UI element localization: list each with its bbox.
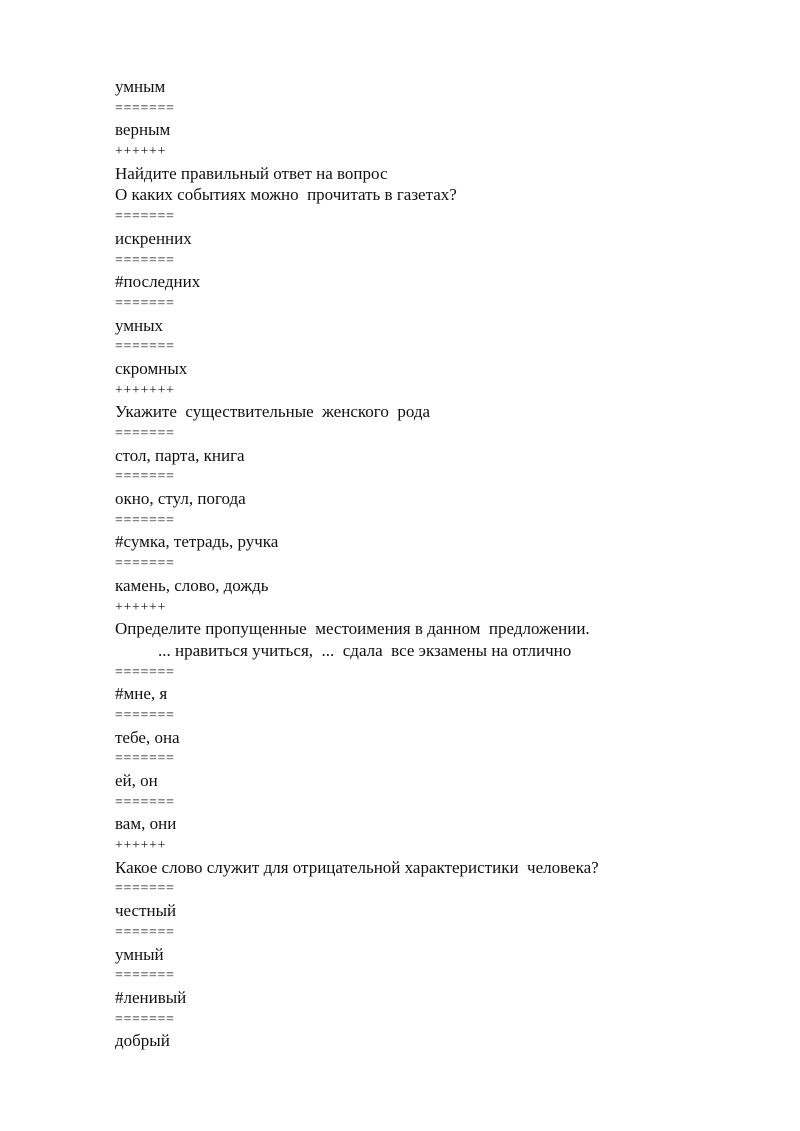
question-separator: +++++++: [115, 382, 175, 398]
answer-separator: =======: [115, 426, 175, 441]
answer-separator: =======: [115, 968, 175, 984]
correct-answer-line: #ленивый: [115, 987, 187, 1007]
text-line: камень, слово, дождь: [115, 575, 269, 595]
text-line: ей, он: [115, 771, 158, 790]
answer-separator: =======: [115, 924, 175, 940]
question-separator: ++++++: [115, 599, 166, 615]
text-line: Какое слово служит для отрицательной характеристики человека?: [115, 857, 599, 877]
text-line: Найдите правильный ответ на вопрос: [115, 163, 388, 183]
correct-answer-line: #последних: [115, 272, 201, 292]
text-line: О каких событиях можно прочитать в газетах?: [115, 185, 457, 205]
answer-separator: =======: [115, 295, 175, 311]
text-line: верным: [115, 120, 171, 140]
text-line: умных: [115, 315, 164, 335]
answer-separator: =======: [115, 707, 175, 723]
answer-separator: =======: [115, 209, 175, 225]
text-line: скромных: [115, 358, 188, 378]
correct-answer-line: #мне, я: [115, 684, 168, 704]
text-line: Укажите существительные женского рода: [115, 402, 431, 422]
text-line: искренних: [115, 228, 192, 248]
answer-separator: =======: [115, 339, 175, 355]
text-line: стол, парта, книга: [115, 445, 245, 465]
question-separator: ++++++: [115, 838, 166, 854]
answer-separator: =======: [115, 1011, 175, 1027]
answer-separator: =======: [115, 664, 175, 680]
text-line: умным: [115, 77, 166, 96]
sentence-line: ... нравиться учиться, ... сдала все экзамены на отлично: [158, 640, 572, 660]
answer-separator: =======: [115, 469, 175, 485]
answer-separator: =======: [115, 252, 175, 268]
answer-separator: =======: [115, 100, 175, 116]
answer-separator: =======: [115, 881, 175, 897]
text-line: честный: [115, 901, 177, 921]
text-line: умный: [115, 944, 164, 964]
text-line: добрый: [115, 1031, 170, 1051]
document-page: [115, 76, 775, 1052]
answer-separator: =======: [115, 556, 175, 572]
correct-answer-line: #сумка, тетрадь, ручка: [115, 532, 279, 552]
text-line: вам, они: [115, 814, 177, 834]
question-separator: ++++++: [115, 144, 166, 160]
text-line: окно, стул, погода: [115, 489, 246, 509]
text-line: Определите пропущенные местоимения в данном предложении.: [115, 619, 590, 639]
answer-separator: =======: [115, 512, 175, 528]
text-line: тебе, она: [115, 727, 180, 747]
answer-separator: =======: [115, 751, 175, 767]
answer-separator: =======: [115, 794, 175, 810]
